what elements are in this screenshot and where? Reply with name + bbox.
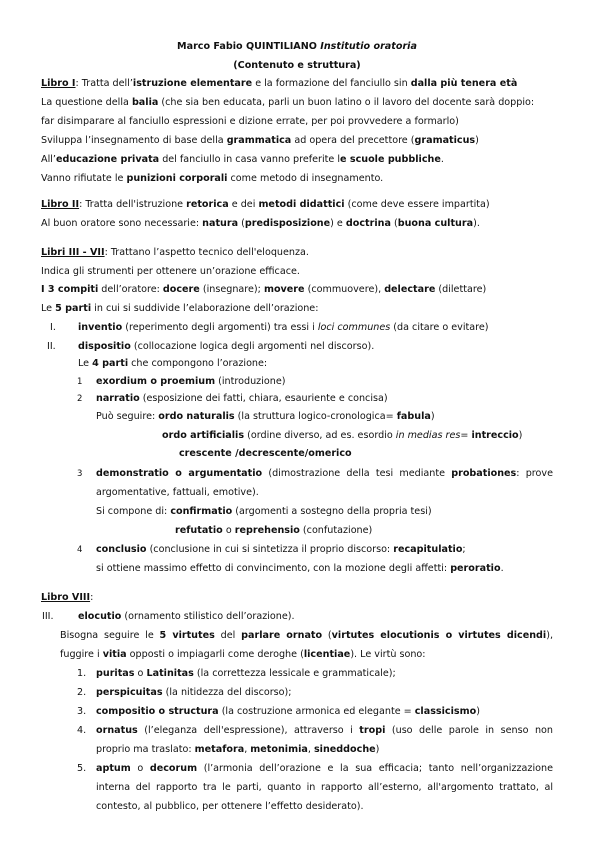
libro8-heading: Libro VIII: [41, 592, 91, 603]
ordo-naturalis-line: [96, 410, 435, 423]
inventio-line: [78, 321, 489, 334]
libro1-line5: [41, 153, 444, 166]
bold-term: metodi didattici: [258, 199, 345, 210]
bold-term: gramaticus: [414, 135, 476, 146]
compiti-line: [41, 283, 486, 296]
bold-term: peroratio: [450, 563, 501, 574]
virtue-puritas: [96, 667, 396, 680]
text-fragment: Può seguire:: [96, 411, 159, 422]
document-title: [41, 40, 553, 53]
bold-term: movere: [263, 284, 305, 295]
bold-term: e scuole pubbliche: [340, 154, 441, 165]
text-fragment: (: [390, 218, 398, 229]
bold-term: refutatio: [175, 525, 223, 536]
intreccio-types-line: crescente /decrescente/omerico: [179, 448, 352, 459]
bold-term: inventio: [78, 322, 123, 333]
bold-term: demonstratio o argumentatio: [96, 468, 263, 479]
text-fragment: ),: [546, 630, 553, 641]
text-fragment: Sviluppa l’insegnamento di base della: [41, 135, 227, 146]
text-fragment: opposti o impiagarli come deroghe (: [126, 649, 304, 660]
bold-term: recapitulatio: [393, 544, 463, 555]
text-fragment: (: [322, 630, 332, 641]
text-fragment: ): [475, 135, 479, 146]
virtue-number-5: 5.: [77, 763, 87, 774]
text-fragment: (: [238, 218, 245, 229]
ordo-artificialis-line: [162, 429, 522, 442]
bold-term: sineddoche: [313, 744, 376, 755]
text-fragment: (commuovere),: [304, 284, 385, 295]
text-fragment: .: [500, 563, 504, 574]
bold-term: confirmatio: [170, 506, 233, 517]
text-fragment: (esposizione dei fatti, chiara, esauriente e concisa): [139, 393, 388, 404]
text-fragment: fuggire i: [60, 649, 103, 660]
bold-term: licentiae: [303, 649, 351, 660]
virtutes-intro-line: [60, 629, 553, 642]
libro1-line4: [41, 134, 479, 147]
italic-term: loci communes: [317, 322, 391, 333]
text-fragment: ad opera del precettore (: [291, 135, 415, 146]
text-fragment: del: [214, 630, 242, 641]
bold-term: grammatica: [226, 135, 292, 146]
roman-marker-2: II.: [47, 341, 56, 352]
bold-term: virtutes elocutionis o virtutes dicendi: [331, 630, 547, 641]
bold-term: narratio: [96, 393, 140, 404]
text-fragment: : Tratta dell’: [75, 78, 133, 89]
text-fragment: .: [440, 154, 444, 165]
peroratio-line: [96, 562, 504, 575]
text-fragment: (introduzione): [215, 376, 286, 387]
bold-term: punizioni corporali: [126, 173, 228, 184]
conclusio-line: [96, 543, 466, 556]
text-fragment: : Trattano l’aspetto tecnico dell'eloquenza.: [104, 247, 309, 258]
text-fragment: (la nitidezza del discorso);: [162, 687, 292, 698]
bold-term: istruzione elementare: [132, 78, 253, 89]
text-fragment: ): [476, 706, 480, 717]
text-fragment: come metodo di insegnamento.: [227, 173, 384, 184]
elocutio-line: [78, 610, 295, 623]
text-fragment: Al buon oratore sono necessarie:: [41, 218, 203, 229]
bold-term: puritas: [96, 668, 135, 679]
number-marker-3: 3: [77, 469, 83, 479]
text-fragment: (conclusione in cui si sintetizza il proprio discorso:: [146, 544, 394, 555]
bold-term: delectare: [384, 284, 436, 295]
libro2-heading: Libro II: [41, 199, 80, 210]
virtue-ornatus: [96, 724, 553, 737]
bold-term: metafora: [194, 744, 245, 755]
narratio-line: [96, 392, 388, 405]
text-fragment: (argomenti a sostegno della propria tesi): [232, 506, 432, 517]
refutatio-line: [175, 524, 372, 537]
text-fragment: dell’oratore:: [98, 284, 163, 295]
quattro-parti-line: [78, 357, 267, 370]
text-fragment: (ornamento stilistico dell’orazione).: [121, 611, 295, 622]
text-fragment: :: [90, 592, 94, 603]
text-fragment: ): [375, 744, 380, 755]
document-subtitle: (Contenuto e struttura): [233, 60, 361, 71]
virtue-compositio: [96, 705, 480, 718]
virtue-perspicuitas: [96, 686, 292, 699]
author-name: Marco Fabio QUINTILIANO: [177, 41, 317, 52]
bold-term: classicismo: [414, 706, 477, 717]
text-fragment: Vanno rifiutate le: [41, 173, 127, 184]
bold-term: doctrina: [345, 218, 391, 229]
text-fragment: che compongono l’orazione:: [128, 358, 268, 369]
text-fragment: ) e: [330, 218, 346, 229]
bold-term: dalla più tenera età: [410, 78, 518, 89]
libro2-line2: [41, 217, 480, 230]
demonstratio-line: [96, 467, 553, 480]
text-fragment: ,: [244, 744, 251, 755]
bold-term: metonimia: [250, 744, 308, 755]
text-fragment: (la correttezza lessicale e grammaticale);: [193, 668, 396, 679]
text-fragment: si ottiene massimo effetto di convincimento, con la mozione degli affetti:: [96, 563, 451, 574]
libro2-line1: [41, 198, 490, 211]
bold-term: 5 virtutes: [159, 630, 215, 641]
parti-line: [41, 302, 318, 315]
bold-term: I 3 compiti: [41, 284, 99, 295]
text-fragment: o: [222, 525, 235, 536]
text-fragment: o: [130, 763, 150, 774]
text-fragment: ).: [473, 218, 480, 229]
bold-term: Latinitas: [146, 668, 194, 679]
number-marker-2: 2: [77, 394, 83, 404]
text-fragment: e dei: [228, 199, 259, 210]
bold-term: aptum: [96, 763, 131, 774]
bold-term: buona cultura: [397, 218, 474, 229]
bold-term: docere: [162, 284, 200, 295]
bold-term: vitia: [102, 649, 127, 660]
libro1-line2: [41, 96, 534, 109]
bold-term: elocutio: [78, 611, 122, 622]
libri3-7-line1: [41, 246, 309, 259]
virtue-number-2: 2.: [77, 687, 87, 698]
libro1-heading: Libro I: [41, 78, 76, 89]
italic-term: in medias res: [395, 430, 461, 441]
virtue-number-3: 3.: [77, 706, 87, 717]
text-fragment: (come deve essere impartita): [344, 199, 490, 210]
virtue-number-1: 1.: [77, 668, 87, 679]
bold-term: predisposizione: [244, 218, 331, 229]
roman-marker-1: I.: [50, 322, 56, 333]
text-fragment: (dimostrazione della tesi mediante: [262, 468, 452, 479]
work-title: Institutio oratoria: [320, 41, 417, 52]
bold-term: reprehensio: [234, 525, 300, 536]
text-fragment: o: [134, 668, 147, 679]
bold-term: intreccio: [471, 430, 519, 441]
exordium-line: [96, 375, 285, 388]
bold-term: tropi: [359, 725, 386, 736]
virtue-aptum: [96, 762, 553, 775]
bold-term: ordo artificialis: [162, 430, 245, 441]
text-fragment: Le: [78, 358, 93, 369]
text-fragment: All’: [41, 154, 56, 165]
virtue-number-4: 4.: [77, 725, 87, 736]
text-fragment: (la struttura logico-cronologica=: [234, 411, 397, 422]
bold-term: dispositio: [78, 341, 131, 352]
text-fragment: (dilettare): [435, 284, 487, 295]
bold-term: ordo naturalis: [158, 411, 235, 422]
text-fragment: ,: [307, 744, 314, 755]
text-fragment: (collocazione logica degli argomenti nel discorso).: [130, 341, 375, 352]
number-marker-4: 4: [77, 545, 83, 555]
bold-term: decorum: [149, 763, 198, 774]
text-fragment: (reperimento degli argomenti) tra essi i: [122, 322, 318, 333]
text-fragment: ). Le virtù sono:: [350, 649, 426, 660]
text-fragment: : Tratta dell'istruzione: [79, 199, 187, 210]
text-fragment: ;: [462, 544, 466, 555]
text-fragment: (l’eleganza dell'espressione), attraverso i: [137, 725, 360, 736]
bold-term: balia: [131, 97, 159, 108]
bold-term: compositio o structura: [96, 706, 219, 717]
text-fragment: (da citare o evitare): [390, 322, 489, 333]
bold-term: probationes: [451, 468, 517, 479]
bold-term: retorica: [186, 199, 229, 210]
text-fragment: in cui si suddivide l’elaborazione dell’orazione:: [91, 303, 319, 314]
text-fragment: (confutazione): [299, 525, 373, 536]
text-fragment: Le: [41, 303, 56, 314]
text-fragment: : prove: [516, 468, 553, 479]
libro1-line3: far disimparare al fanciullo espressioni e dizione errate, per poi provvedere a formarlo): [41, 116, 459, 127]
text-fragment: proprio ma traslato:: [96, 744, 195, 755]
number-marker-1: 1: [77, 377, 83, 387]
text-fragment: =: [460, 430, 472, 441]
virtue-aptum-line3: contesto, al pubblico, per ottenere l’effetto desiderato).: [96, 801, 364, 812]
text-fragment: ): [430, 411, 435, 422]
libri3-7-heading: Libri III - VII: [41, 247, 105, 258]
demonstratio-line2: argomentative, fattuali, emotive).: [96, 487, 259, 498]
bold-term: parlare ornato: [241, 630, 323, 641]
text-fragment: (ordine diverso, ad es. esordio: [244, 430, 396, 441]
bold-term: natura: [202, 218, 239, 229]
text-fragment: Bisogna seguire le: [60, 630, 160, 641]
text-fragment: La questione della: [41, 97, 132, 108]
bold-term: perspicuitas: [96, 687, 163, 698]
libro1-line6: [41, 172, 383, 185]
roman-marker-3: III.: [42, 611, 54, 622]
libro8-heading-line: [41, 591, 93, 604]
text-fragment: (uso delle parole in senso non: [385, 725, 553, 736]
bold-term: 5 parti: [55, 303, 92, 314]
bold-term: educazione privata: [55, 154, 160, 165]
text-fragment: Si compone di:: [96, 506, 171, 517]
libro1-line1: [41, 77, 517, 90]
libri3-7-line2: Indica gli strumenti per ottenere un’orazione efficace.: [41, 266, 300, 277]
bold-term: exordium o proemium: [96, 376, 216, 387]
bold-term: conclusio: [96, 544, 147, 555]
text-fragment: ): [518, 430, 523, 441]
bold-term: ornatus: [96, 725, 138, 736]
bold-term: fabula: [396, 411, 431, 422]
bold-term: 4 parti: [92, 358, 129, 369]
virtue-ornatus-line2: [96, 743, 379, 756]
virtue-aptum-line2: interna del rapporto tra le parti, quanto in rapporto all’esterno, all'argomento trattato, al: [96, 782, 553, 793]
dispositio-line: [78, 340, 374, 353]
text-fragment: (insegnare);: [199, 284, 264, 295]
text-fragment: (che sia ben educata, parli un buon latino o il lavoro del docente sarà doppio:: [158, 97, 535, 108]
text-fragment: del fanciullo in casa vanno preferite l: [159, 154, 341, 165]
text-fragment: (l’armonia dell’orazione e la sua efficacia; tanto nell’organizzazione: [197, 763, 553, 774]
vitia-line: [60, 648, 426, 661]
confirmatio-line: [96, 505, 432, 518]
text-fragment: (la costruzione armonica ed elegante =: [218, 706, 415, 717]
text-fragment: e la formazione del fanciullo sin: [252, 78, 411, 89]
